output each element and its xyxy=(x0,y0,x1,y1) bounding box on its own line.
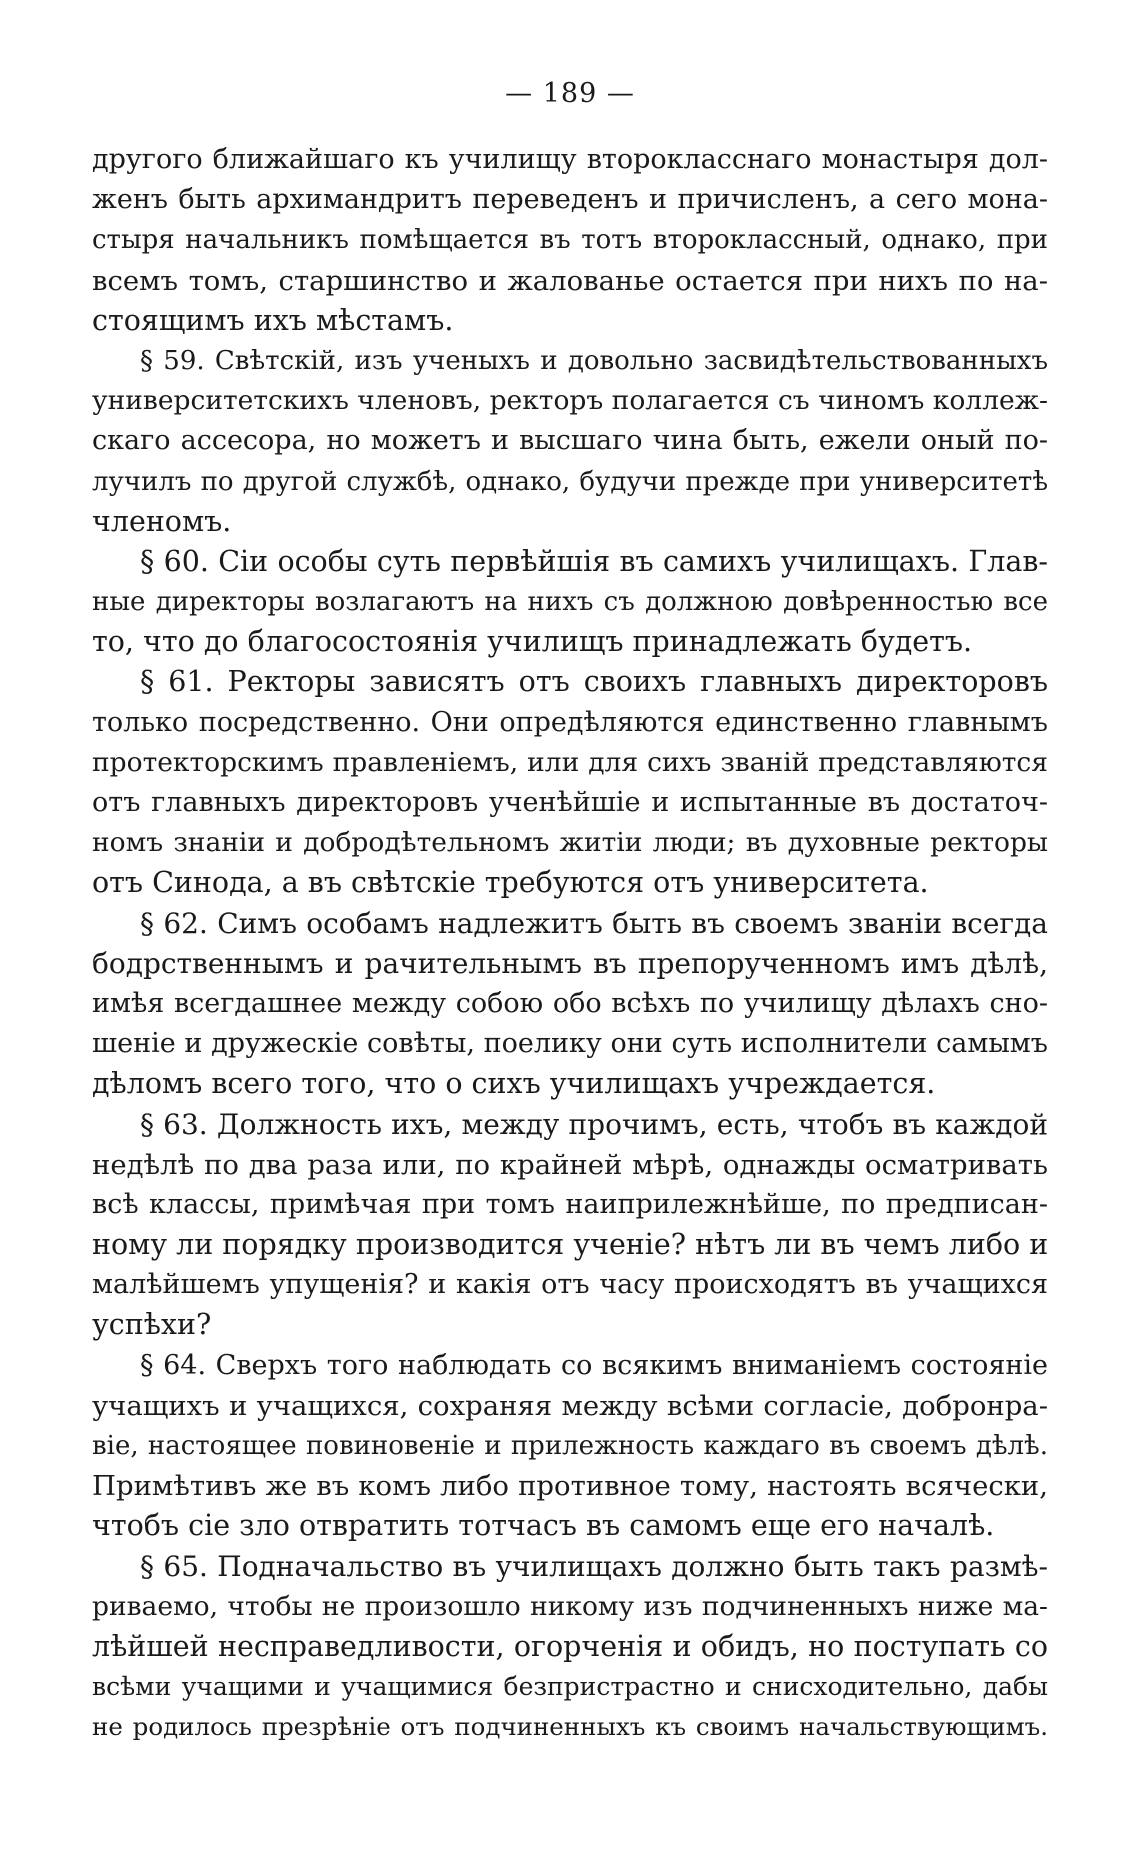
text-line: стыря начальникъ помѣщается въ тотъ второклассный, однако, при xyxy=(92,225,1048,256)
text-line: § 61. Ректоры зависятъ отъ своихъ главныхъ директоровъ xyxy=(140,665,1048,699)
text-line: § 59. Свѣтскій, изъ ученыхъ и довольно засвидѣтельствованныхъ xyxy=(140,345,1048,376)
text-line: § 65. Подначальство въ училищахъ должно быть такъ размѣ- xyxy=(140,1549,1048,1583)
text-line: § 63. Должность ихъ, между прочимъ, есть, чтобъ въ каждой xyxy=(140,1107,1048,1141)
text-line: чтобъ сіе зло отвратить тотчасъ въ самомъ еще его началѣ. xyxy=(92,1509,995,1543)
text-line: другого ближайшаго къ училищу второкласснаго монастыря дол- xyxy=(92,144,1048,175)
text-line: стоящимъ ихъ мѣстамъ. xyxy=(92,303,454,337)
paragraph-section-61 xyxy=(92,662,1048,903)
text-line: ные директоры возлагаютъ на нихъ съ должною довѣренностью все xyxy=(92,587,1048,618)
paragraph-section-59 xyxy=(92,341,1048,542)
text-line: успѣхи? xyxy=(92,1308,212,1342)
paragraph-section-64 xyxy=(92,1346,1048,1547)
text-line: риваемо, чтобы не произошло никому изъ подчиненныхъ ниже ма- xyxy=(92,1590,1048,1622)
text-line: отъ главныхъ директоровъ ученѣйшіе и испытанные въ достаточ- xyxy=(92,787,1048,818)
text-line: всѣми учащими и учащимися безпристрастно и снисходительно, дабы xyxy=(92,1672,1048,1702)
text-line: только посредственно. Они опредѣляются единственно главнымъ xyxy=(92,706,1048,738)
text-line: § 60. Сіи особы суть первѣйшія въ самихъ училищахъ. Глав- xyxy=(140,544,1048,578)
text-line: не родилось презрѣніе отъ подчиненныхъ къ своимъ начальствующимъ. xyxy=(92,1712,1048,1742)
paragraph-section-62 xyxy=(92,904,1048,1105)
paragraph-section-63 xyxy=(92,1105,1048,1346)
text-line: ному ли порядку производится ученіе? нѣтъ ли въ чемъ либо и xyxy=(92,1228,1048,1262)
paragraph-section-60 xyxy=(92,542,1048,663)
paragraph-intro xyxy=(92,140,1048,341)
text-line: всемъ томъ, старшинство и жалованье остается при нихъ по на- xyxy=(92,264,1048,297)
text-line: скаго ассесора, но можетъ и высшаго чина быть, ежели оный по- xyxy=(92,425,1048,457)
text-line: дѣломъ всего того, что о сихъ училищахъ учреждается. xyxy=(92,1067,936,1101)
text-line: университетскихъ членовъ, ректоръ полагается съ чиномъ коллеж- xyxy=(92,385,1048,417)
text-line: § 62. Симъ особамъ надлежитъ быть въ своемъ званіи всегда xyxy=(140,906,1048,940)
page-body xyxy=(92,140,1048,1748)
text-line: учащихъ и учащихся, сохраняя между всѣми согласіе, добронра- xyxy=(92,1389,1048,1422)
text-line: женъ быть архимандритъ переведенъ и причисленъ, а сего мона- xyxy=(92,184,1048,216)
text-line: номъ знаніи и добродѣтельномъ житіи люди; въ духовные ректоры xyxy=(92,827,1048,859)
text-line: шеніе и дружескіе совѣты, поелику они суть исполнители самымъ xyxy=(92,1028,1048,1060)
text-line: протекторскимъ правленіемъ, или для сихъ званій представляются xyxy=(92,746,1048,778)
text-line: отъ Синода, а въ свѣтскіе требуются отъ университета. xyxy=(92,866,929,900)
text-line: имѣя всегдашнее между собою обо всѣхъ по училищу дѣлахъ сно- xyxy=(92,987,1048,1019)
paragraph-section-65 xyxy=(92,1547,1048,1748)
text-line: недѣлѣ по два раза или, по крайней мѣрѣ, однажды осматривать xyxy=(92,1148,1048,1181)
text-line: малѣйшемъ упущенія? и какія отъ часу происходятъ въ учащихся xyxy=(92,1269,1048,1301)
text-line: бодрственнымъ и рачительнымъ въ препорученномъ имъ дѣлѣ, xyxy=(92,946,1048,980)
text-line: всѣ классы, примѣчая при томъ наиприлежнѣйше, по предписан- xyxy=(92,1188,1048,1220)
text-line: членомъ. xyxy=(92,504,232,538)
text-line: Примѣтивъ же въ комъ либо противное тому, настоять всячески, xyxy=(92,1470,1048,1503)
book-page xyxy=(92,0,1048,1853)
text-line: лучилъ по другой службѣ, однако, будучи прежде при университетѣ xyxy=(92,466,1048,497)
text-line: § 64. Сверхъ того наблюдать со всякимъ вниманіемъ состояніе xyxy=(140,1349,1048,1381)
text-line: лѣйшей несправедливости, огорченія и обидъ, но поступать со xyxy=(92,1629,1048,1663)
text-line: то, что до благосостоянія училищъ принадлежать будетъ. xyxy=(92,625,973,659)
text-line: віе, настоящее повиновеніе и прилежность каждаго въ своемъ дѣлѣ. xyxy=(92,1431,1048,1461)
page-number: — 189 — xyxy=(505,78,635,109)
